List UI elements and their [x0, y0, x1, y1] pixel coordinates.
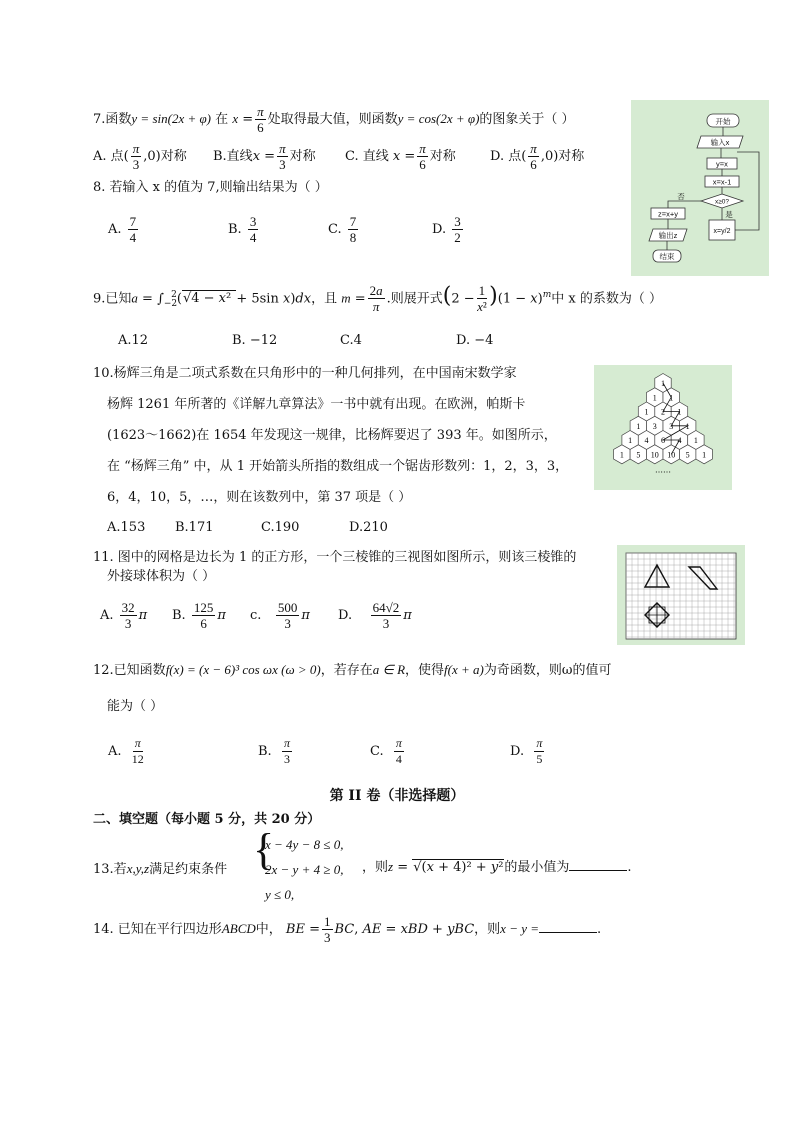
- q12-option-d-label: D.: [510, 744, 525, 759]
- q12-option-a: [108, 736, 146, 767]
- q8-option-b: [228, 214, 260, 245]
- q12-formula: f(x) = (x − 6)³ cos ωx (ω > 0): [165, 662, 321, 677]
- q13-text-b: 满足约束条件: [149, 862, 228, 877]
- q10-line-5: 6，4，10，5，…，则在该数列中，第 37 项是（ ）: [107, 490, 412, 505]
- q12-text-c: ，使得: [405, 663, 445, 678]
- q12-b-num: π: [283, 736, 290, 750]
- q7-text-b: 在: [215, 112, 229, 127]
- q7-option-b-label: B.直线: [213, 149, 253, 164]
- q13-constraint-2: 2x − y + 4 ≥ 0,: [265, 862, 344, 877]
- flow-halve-text: x=y/2: [713, 228, 731, 235]
- q7-option-a: A. 点( $\frac{\pi}{3}$ ,0)对称: [93, 141, 187, 172]
- q14-period: .: [597, 922, 602, 937]
- q12-option-c-label: C.: [370, 744, 384, 759]
- q8-option-a: [108, 214, 140, 245]
- pascal-number: 4: [677, 436, 682, 445]
- flow-yes-label: 是: [725, 210, 733, 219]
- pascal-number: 6: [661, 436, 665, 445]
- q11-b-den: 6: [200, 616, 207, 631]
- q13-vars: x,y,z: [126, 861, 150, 876]
- q9-option-b: B. −12: [232, 333, 278, 348]
- section-subtitle: 二、填空题（每小题 5 分，共 20 分）: [93, 812, 321, 827]
- pascal-number: 1: [677, 407, 682, 417]
- q12-d-den: 5: [536, 752, 543, 766]
- q14-text-c: ，则: [474, 922, 501, 937]
- q11-c-den: 3: [284, 616, 291, 631]
- q14-xy: x − y =: [500, 921, 540, 936]
- q14-text-a: 14. 已知在平行四边形: [93, 922, 222, 937]
- q8-b-den: 4: [249, 230, 257, 245]
- q11-d-pi: π: [403, 608, 412, 623]
- q13-brace: {: [253, 825, 275, 874]
- q7-text-c: 处取得最大值，则函数: [267, 112, 398, 127]
- q13-text-d: 的最小值为: [504, 860, 570, 875]
- section-title: 第 II 卷（非选择题）: [329, 788, 465, 804]
- q8-d-num: 3: [454, 214, 461, 229]
- pascal-svg: [594, 365, 732, 490]
- pascal-number: 1: [628, 436, 633, 445]
- pascal-number: 1: [652, 393, 657, 403]
- q12-text-a: 12.已知函数: [93, 663, 166, 678]
- pascal-number: 1: [685, 421, 690, 431]
- q13-text-a: 13.若: [93, 862, 127, 877]
- flow-start-text: 开始: [715, 117, 731, 126]
- q11-option-d: [338, 600, 412, 631]
- q13-tail: ，则z = √(x + 4)² + y²的最小值为 .: [362, 859, 632, 875]
- q7-option-c-sym: 对称: [429, 149, 456, 164]
- q12-option-a-label: A.: [108, 744, 122, 759]
- flow-dec-text: x=x-1: [712, 177, 732, 187]
- flow-end-text: 结束: [659, 252, 675, 261]
- q7-option-d-label: D. 点(: [490, 149, 527, 164]
- q14-text-b: 中，: [255, 922, 282, 937]
- q7-frac-pi6: $\frac{\pi}{6}$: [257, 104, 264, 135]
- pascal-number: 5: [685, 450, 690, 460]
- q8-c-num: 7: [349, 214, 357, 229]
- q9-text-b: ，且: [311, 291, 338, 307]
- q11-line-2: 外接球体积为（ ）: [107, 569, 216, 584]
- q7-formula-f1: y = sin(2x + φ): [131, 111, 212, 126]
- q11-option-b: [172, 600, 226, 631]
- question-13-stem: [93, 858, 227, 877]
- q7-option-a-sym: 对称: [160, 149, 187, 164]
- three-view-figure: [617, 545, 745, 645]
- q13-answer-blank[interactable]: [569, 858, 627, 871]
- pascal-number: 3: [652, 421, 657, 431]
- q7-option-b: B.直线x = $\frac{\pi}{3}$ 对称: [213, 141, 316, 172]
- flowchart-figure: [631, 100, 769, 276]
- q9-text-d: 中 x 的系数为（ ）: [551, 291, 662, 307]
- q9-option-c: C.4: [340, 333, 362, 348]
- question-7-stem: 7.函数y = sin(2x + φ) 在 x = $\frac{\pi}{6}$ 处取得最大值，则函数y = cos(2x + φ)的图象关于（ ）: [93, 104, 575, 135]
- q13-constraints: [265, 832, 343, 907]
- q10-option-a: A.153: [107, 520, 146, 535]
- pascal-number: 1: [693, 436, 698, 445]
- question-12-stem: [93, 660, 611, 681]
- q11-line-1: 11. 图中的网格是边长为 1 的正方形，一个三棱锥的三视图如图所示，则该三棱锥的: [93, 550, 577, 565]
- pascal-number: 1: [669, 393, 674, 403]
- q8-option-c-label: C.: [328, 222, 342, 237]
- q13-constraint-3: y ≤ 0,: [265, 887, 295, 902]
- pascal-number: 2: [661, 407, 665, 417]
- q12-b-den: 3: [283, 752, 290, 766]
- q11-option-c: [250, 600, 310, 631]
- q7-option-d-sym: 对称: [558, 149, 585, 164]
- q11-b-num: 125: [193, 600, 214, 615]
- q12-option-b: [258, 736, 294, 767]
- question-8-stem: 8. 若输入 x 的值为 7,则输出结果为（ ）: [93, 180, 328, 195]
- q9-option-a: A.12: [118, 333, 149, 348]
- q8-a-num: 7: [129, 214, 137, 229]
- q10-line-3: (1623～1662)在 1654 年发现这一规律，比杨辉要迟了 393 年。如图所示，: [107, 428, 557, 443]
- q11-option-a: [100, 600, 147, 631]
- pascal-number: 1: [619, 450, 624, 460]
- q10-line-4: 在 “杨辉三角” 中，从 1 开始箭头所指的数组成一个锯齿形数列：1，2，3，3，: [107, 459, 569, 474]
- pascal-number: 10: [667, 450, 676, 460]
- q14-answer-blank[interactable]: [539, 920, 597, 933]
- q11-a-num: 32: [121, 600, 135, 615]
- q7-formula-f2: y = cos(2x + φ): [397, 111, 480, 126]
- q11-d-num: 64√2: [372, 600, 400, 615]
- flow-no-label: 否: [677, 192, 685, 201]
- q7-x-eq: x: [232, 111, 239, 126]
- q9-text-a: 9.已知: [93, 291, 132, 307]
- pascal-number: 1: [636, 421, 641, 431]
- three-view-svg: [617, 545, 745, 645]
- pascal-number: 10: [650, 450, 659, 460]
- q11-option-d-label: D.: [338, 608, 353, 623]
- q11-option-c-label: c.: [250, 608, 262, 623]
- q8-a-den: 4: [129, 230, 137, 245]
- q10-option-c: C.190: [261, 520, 300, 535]
- q14-abcd: ABCD: [221, 921, 256, 936]
- q7-option-b-sym: 对称: [289, 149, 316, 164]
- question-14-stem: 14. 已知在平行四边形ABCD中， BE = $\frac{1}{3}$ BC, AE = xBD + yBC，则x − y = .: [93, 914, 602, 945]
- q12-text-b: ，若存在: [320, 663, 373, 678]
- q12-g: f(x + a): [444, 662, 484, 677]
- q10-option-d: D.210: [349, 520, 388, 535]
- q11-c-pi: π: [301, 608, 310, 623]
- q8-b-num: 3: [249, 214, 257, 229]
- q12-c-num: π: [395, 736, 402, 750]
- pascal-number: 1: [644, 407, 649, 417]
- q13-constraint-1: x − 4y − 8 ≤ 0,: [265, 837, 344, 852]
- flowchart-svg: [631, 100, 769, 276]
- q12-c-den: 4: [395, 752, 402, 766]
- flow-output-text: 输出z: [658, 231, 678, 240]
- flow-assign-y-text: y=x: [716, 159, 728, 169]
- pascal-number: 1: [702, 450, 707, 460]
- pascal-number: 1: [661, 379, 665, 388]
- q10-option-b: B.171: [175, 520, 214, 535]
- q7-option-d: D. 点( $\frac{\pi}{6}$ ,0)对称: [490, 141, 585, 172]
- flow-cond-text: x≥0?: [714, 198, 730, 206]
- q7-option-c-label: C. 直线: [345, 149, 389, 164]
- pascal-number: 3: [669, 421, 674, 431]
- q9-option-d: D. −4: [456, 333, 494, 348]
- q9-text-c: .则展开式: [386, 291, 443, 307]
- q13-period: .: [627, 860, 632, 875]
- q11-c-num: 500: [277, 600, 298, 615]
- q7-option-c: C. 直线 x = $\frac{\pi}{6}$ 对称: [345, 141, 456, 172]
- q12-text-d: 为奇函数，则ω的值可: [483, 663, 612, 678]
- q11-a-den: 3: [124, 616, 132, 631]
- q10-line-2: 杨辉 1261 年所著的《详解九章算法》一书中就有出现。在欧洲，帕斯卡: [107, 397, 526, 412]
- q12-cond: a ∈ R: [372, 662, 406, 677]
- question-9-stem: 9.已知$a = \int_{-2}^2(√4 - x^2 + 5\sin$ x)dx，且 m = $\frac{2a}{\pi}$ .则展开式(2 − $\frac{1}{\text{x²}}$ )$(1 - x)^m$中 x 的系数为（ ）: [93, 283, 662, 315]
- grid-frame: [626, 553, 736, 639]
- q12-option-b-label: B.: [258, 744, 272, 759]
- q8-d-den: 2: [454, 230, 461, 245]
- q12-a-den: 12: [131, 752, 144, 766]
- q12-d-num: π: [536, 736, 543, 750]
- q11-b-pi: π: [217, 608, 226, 623]
- pascal-number: 5: [636, 450, 641, 460]
- q8-option-b-label: B.: [228, 222, 242, 237]
- q7-option-a-label: A. 点(: [93, 149, 129, 164]
- q7-text-d: 的图象关于（ ）: [479, 112, 575, 127]
- q12-option-d: [510, 736, 546, 767]
- q8-option-c: [328, 214, 360, 245]
- q8-c-den: 8: [349, 230, 357, 245]
- q12-a-num: π: [134, 736, 141, 750]
- flow-input-text: 输入x: [710, 138, 730, 147]
- q13-text-c: ，则: [362, 860, 389, 875]
- q8-option-d: [432, 214, 465, 245]
- q10-line-1: 10.杨辉三角是二项式系数在只角形中的一种几何排列，在中国南宋数学家: [93, 366, 517, 381]
- flow-z-text: z=x+y: [657, 209, 679, 219]
- q8-option-a-label: A.: [108, 222, 122, 237]
- q11-d-den: 3: [382, 616, 390, 631]
- pascal-number: 4: [644, 436, 649, 445]
- q8-option-d-label: D.: [432, 222, 447, 237]
- q11-a-pi: π: [138, 608, 148, 623]
- q7-text-a: 7.函数: [93, 112, 132, 127]
- pascal-triangle-figure: [594, 365, 732, 490]
- q12-line-2: 能为（ ）: [107, 699, 164, 714]
- q11-option-b-label: B.: [172, 608, 186, 623]
- q11-option-a-label: A.: [100, 608, 114, 623]
- q12-option-c: [370, 736, 406, 767]
- pascal-dots: ……: [655, 465, 671, 475]
